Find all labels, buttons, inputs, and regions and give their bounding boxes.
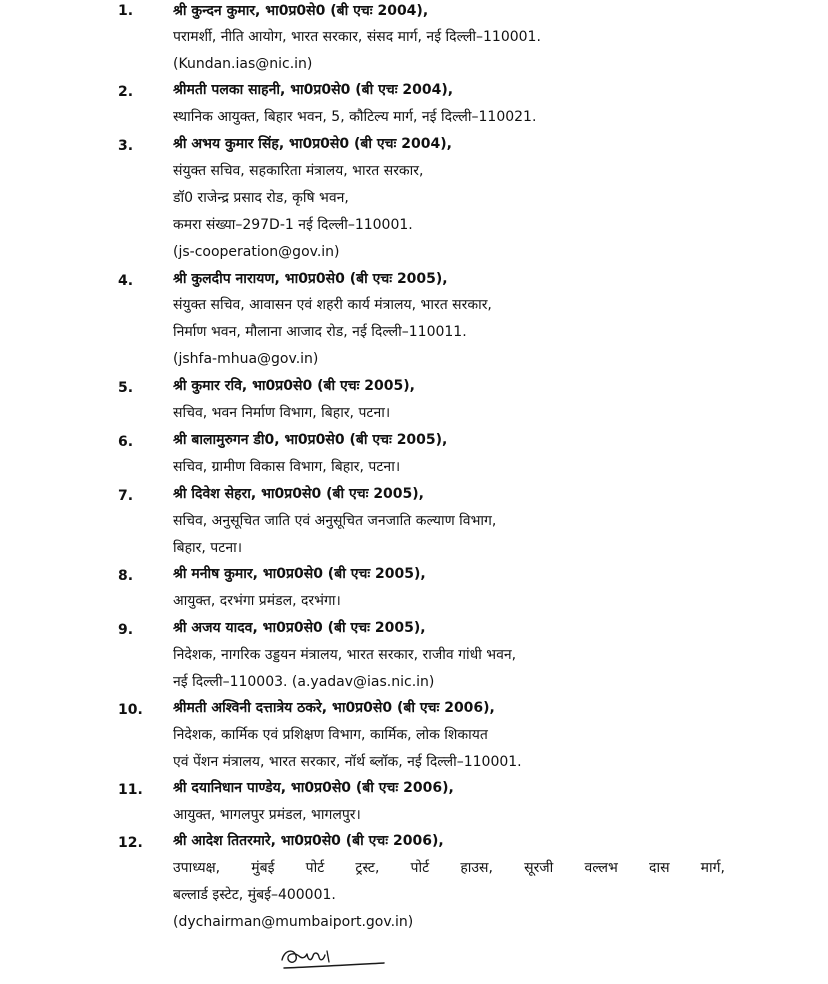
entry-address-line: बल्लार्ड इस्टेट, मुंबई–400001.: [173, 887, 336, 903]
entry-address-line: सचिव, अनुसूचित जाति एवं अनुसूचित जनजाति कल्याण विभाग,: [173, 513, 497, 529]
entry-number: 2.: [118, 84, 134, 100]
entry-name: श्री आदेश तितरमारे, भा0प्र0से0 (बी एचः 2006),: [173, 833, 444, 849]
entry-email: (js-cooperation@gov.in): [173, 244, 340, 260]
entry-address-line: नई दिल्ली–110003. (a.yadav@ias.nic.in): [173, 674, 435, 690]
entry-name: श्री बालामुरुगन डी0, भा0प्र0से0 (बी एचः 2005),: [173, 432, 448, 448]
entry-address-line: निदेशक, नागरिक उड्डयन मंत्रालय, भारत सरकार, राजीव गांधी भवन,: [173, 647, 517, 663]
entry-email: (jshfa-mhua@gov.in): [173, 351, 319, 367]
entry-address-line: बिहार, पटना।: [173, 540, 243, 556]
entry-name: श्रीमती पलका साहनी, भा0प्र0से0 (बी एचः 2004),: [173, 82, 454, 98]
entry-name: श्री कुन्दन कुमार, भा0प्र0से0 (बी एचः 2004),: [173, 3, 429, 19]
entry-email: (dychairman@mumbaiport.gov.in): [173, 914, 414, 930]
entry-address-line: स्थानिक आयुक्त, बिहार भवन, 5, कौटिल्य मार्ग, नई दिल्ली–110021.: [173, 109, 537, 125]
entry-address-line: निदेशक, कार्मिक एवं प्रशिक्षण विभाग, कार्मिक, लोक शिकायत: [173, 727, 488, 743]
entry-address-line: परामर्शी, नीति आयोग, भारत सरकार, संसद मार्ग, नई दिल्ली–110001.: [173, 29, 541, 45]
entry-name: श्री दिवेश सेहरा, भा0प्र0से0 (बी एचः 2005),: [173, 486, 424, 502]
entry-address-line: डॉ0 राजेन्द्र प्रसाद रोड, कृषि भवन,: [173, 190, 349, 206]
entry-address-line: निर्माण भवन, मौलाना आजाद रोड, नई दिल्ली–110011.: [173, 324, 467, 340]
entry-address-line: संयुक्त सचिव, आवासन एवं शहरी कार्य मंत्रालय, भारत सरकार,: [173, 297, 492, 313]
entry-name: श्री अभय कुमार सिंह, भा0प्र0से0 (बी एचः 2004),: [173, 136, 452, 152]
entry-number: 5.: [118, 380, 134, 396]
entry-address-line: आयुक्त, भागलपुर प्रमंडल, भागलपुर।: [173, 807, 361, 823]
entry-number: 4.: [118, 273, 134, 289]
entry-address-line: सचिव, भवन निर्माण विभाग, बिहार, पटना।: [173, 405, 391, 421]
entry-number: 9.: [118, 622, 134, 638]
entry-number: 6.: [118, 434, 134, 450]
entry-address-line: सचिव, ग्रामीण विकास विभाग, बिहार, पटना।: [173, 459, 401, 475]
entry-name: श्री कुमार रवि, भा0प्र0से0 (बी एचः 2005),: [173, 378, 415, 394]
entry-name: श्री अजय यादव, भा0प्र0से0 (बी एचः 2005),: [173, 620, 426, 636]
entry-name: श्री मनीष कुमार, भा0प्र0से0 (बी एचः 2005),: [173, 566, 426, 582]
signature-image: [272, 938, 392, 974]
entry-number: 12.: [118, 835, 143, 851]
entry-number: 11.: [118, 782, 143, 798]
entry-name: श्री कुलदीप नारायण, भा0प्र0से0 (बी एचः 2005),: [173, 271, 448, 287]
entry-address-line: आयुक्त, दरभंगा प्रमंडल, दरभंगा।: [173, 593, 341, 609]
entry-address-line: संयुक्त सचिव, सहकारिता मंत्रालय, भारत सरकार,: [173, 163, 424, 179]
entry-number: 1.: [118, 3, 134, 19]
entry-address-line: उपाध्यक्ष, मुंबई पोर्ट ट्रस्ट, पोर्ट हाउस, सूरजी वल्लभ दास मार्ग,: [173, 860, 725, 876]
entry-name: श्रीमती अश्विनी दत्तात्रेय ठकरे, भा0प्र0से0 (बी एचः 2006),: [173, 700, 495, 716]
entry-number: 7.: [118, 488, 134, 504]
entry-address-line: एवं पेंशन मंत्रालय, भारत सरकार, नॉर्थ ब्लॉक, नई दिल्ली–110001.: [173, 754, 522, 770]
entry-number: 3.: [118, 138, 134, 154]
entry-address-line: कमरा संख्या–297D-1 नई दिल्ली–110001.: [173, 217, 413, 233]
entry-number: 10.: [118, 702, 143, 718]
entry-name: श्री दयानिधान पाण्डेय, भा0प्र0से0 (बी एचः 2006),: [173, 780, 454, 796]
entry-email: (Kundan.ias@nic.in): [173, 56, 313, 72]
entry-number: 8.: [118, 568, 134, 584]
